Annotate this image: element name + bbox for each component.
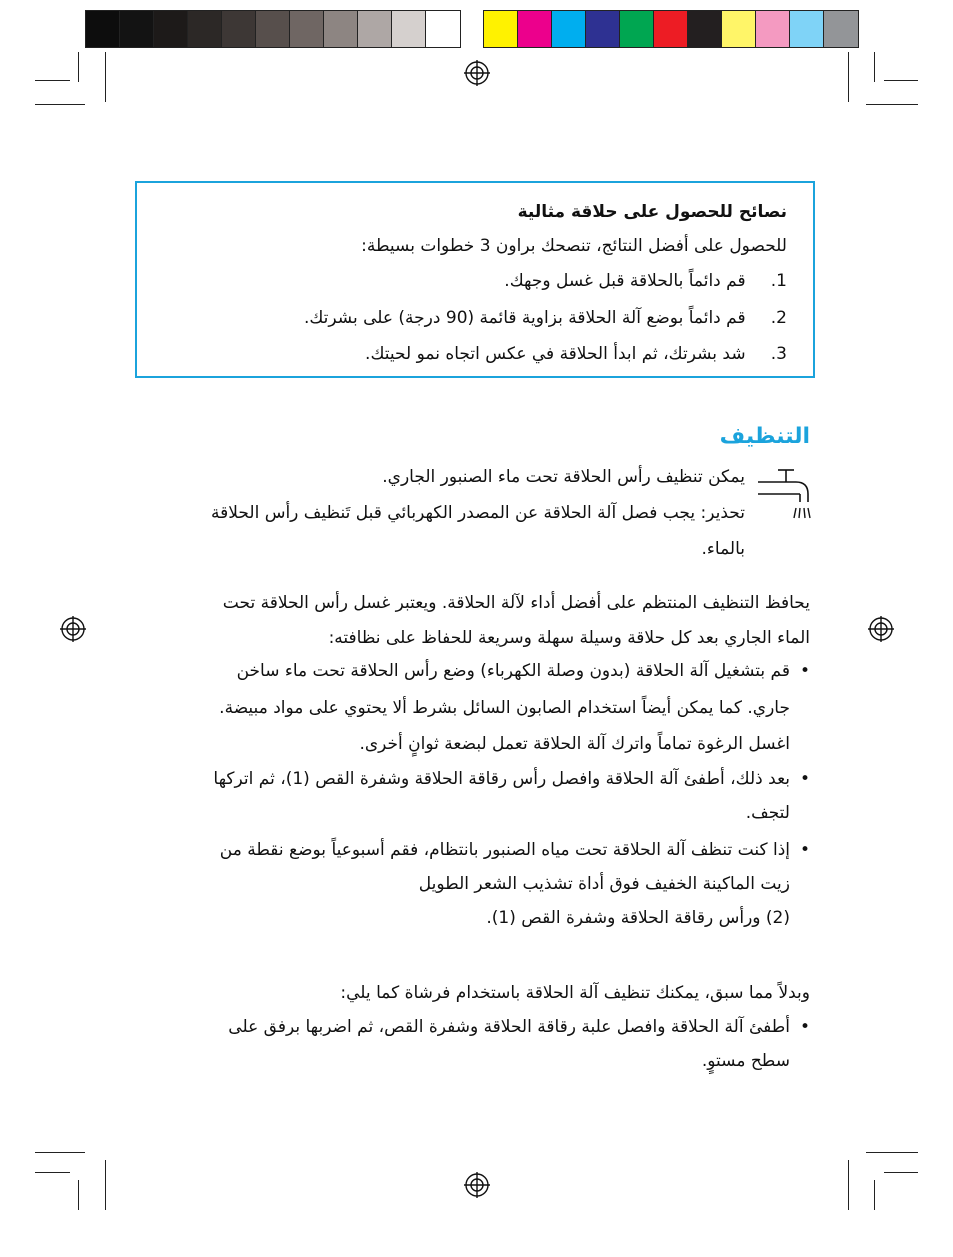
paragraph-line: الماء الجاري بعد كل حلاقة وسيلة سهلة وسريعة للحفاظ على نظافته:: [328, 628, 810, 648]
color-swatch: [586, 11, 620, 47]
color-swatch: [290, 11, 324, 47]
registration-mark-icon: [868, 616, 894, 642]
color-swatch: [358, 11, 392, 47]
color-swatch: [756, 11, 790, 47]
tips-step-2: [304, 307, 787, 329]
crop-mark: [848, 52, 849, 102]
color-swatch: [86, 11, 120, 47]
color-swatch: [188, 11, 222, 47]
color-swatch: [620, 11, 654, 47]
bullet-marker: •: [799, 840, 810, 860]
step-number: 1.: [770, 271, 787, 291]
crop-mark: [866, 104, 918, 105]
color-swatch: [790, 11, 824, 47]
tips-title: نصائح للحصول على حلاقة مثالية: [517, 202, 787, 222]
color-swatch: [552, 11, 586, 47]
crop-mark: [874, 1180, 875, 1210]
crop-mark: [78, 52, 79, 82]
section-title: التنظيف: [719, 424, 810, 449]
note-line: بالماء.: [701, 539, 745, 559]
color-swatch: [824, 11, 858, 47]
color-swatch: [426, 11, 460, 47]
note-line: يمكن تنظيف رأس الحلاقة تحت ماء الصنبور الجاري.: [382, 467, 745, 487]
color-swatch: [120, 11, 154, 47]
step-number: 2.: [770, 308, 787, 328]
paragraph-line: يحافظ التنظيف المنتظم على أفضل أداء لآلة الحلاقة. ويعتبر غسل رأس الحلاقة تحت: [222, 593, 810, 613]
crop-mark: [866, 1152, 918, 1153]
crop-mark: [874, 52, 875, 82]
registration-mark-icon: [464, 1172, 490, 1198]
bullet-line: بعد ذلك، أطفئ آلة الحلاقة وافصل رأس رقاقة الحلاقة وشفرة القص (1)، ثم اتركها: [213, 769, 790, 789]
paragraph-line: وبدلاً مما سبق، يمكنك تنظيف آلة الحلاقة باستخدام فرشاة كما يلي:: [340, 983, 810, 1003]
grayscale-color-bar: [85, 10, 461, 48]
tips-step-1: [504, 270, 787, 292]
color-swatch: [324, 11, 358, 47]
crop-mark: [105, 1160, 106, 1210]
bullet-marker: •: [799, 769, 810, 789]
tips-step-3: [365, 343, 787, 365]
step-text: شد بشرتك، ثم ابدأ الحلاقة في عكس اتجاه نمو لحيتك.: [365, 344, 746, 364]
bullet-line: لتجف.: [745, 803, 790, 823]
color-swatch: [484, 11, 518, 47]
bullet-line: (2) ورأس رقاقة الحلاقة وشفرة القص (1).: [486, 908, 790, 928]
crop-mark: [35, 1152, 85, 1153]
bullet-line: سطح مستوٍ.: [701, 1051, 790, 1071]
color-swatch: [722, 11, 756, 47]
crop-mark: [78, 1180, 79, 1210]
color-swatch: [518, 11, 552, 47]
bullet-line: قم بتشغيل آلة الحلاقة (بدون وصلة الكهرباء) وضع رأس الحلاقة تحت ماء ساخن: [236, 661, 790, 681]
registration-mark-icon: [60, 616, 86, 642]
tips-intro: للحصول على أفضل النتائج، تنصحك براون 3 خطوات بسيطة:: [361, 236, 787, 256]
crop-mark: [105, 52, 106, 102]
color-swatch: [688, 11, 722, 47]
color-swatch: [154, 11, 188, 47]
crop-mark: [884, 1172, 918, 1173]
step-text: قم دائماً بوضع آلة الحلاقة بزاوية قائمة (90 درجة) على بشرتك.: [303, 308, 746, 328]
crop-mark: [35, 104, 85, 105]
crop-mark: [848, 1160, 849, 1210]
bullet-line: أطفئ آلة الحلاقة وافصل علبة رقاقة الحلاقة وشفرة القص، ثم اضربها برفق على: [228, 1017, 790, 1037]
bullet-line: اغسل الرغوة تماماً واترك آلة الحلاقة تعمل لبضعة ثوانٍ أخرى.: [359, 734, 790, 754]
crop-mark: [884, 80, 918, 81]
bullet-marker: •: [799, 1017, 810, 1037]
color-swatch: [256, 11, 290, 47]
tips-box: [135, 181, 815, 378]
step-number: 3.: [770, 344, 787, 364]
step-text: قم دائماً بالحلاقة قبل غسل وجهك.: [504, 271, 746, 291]
color-swatch: [654, 11, 688, 47]
bullet-marker: •: [799, 661, 810, 681]
color-swatch: [222, 11, 256, 47]
registration-mark-icon: [464, 60, 490, 86]
crop-mark: [35, 1172, 70, 1173]
bullet-line: جاري. كما يمكن أيضاً استخدام الصابون السائل بشرط ألا يحتوي على مواد مبيضة.: [219, 698, 790, 718]
faucet-icon: [756, 462, 814, 520]
note-line: تحذير: يجب فصل آلة الحلاقة عن المصدر الكهربائي قبل تَنظيف رأس الحلاقة: [211, 503, 745, 523]
bullet-line: إذا كنت تنظف آلة الحلاقة تحت مياه الصنبور بانتظام، فقم أسبوعياً بوضع نقطة من: [219, 840, 790, 860]
process-color-bar: [483, 10, 859, 48]
bullet-line: زيت الماكينة الخفيف فوق أداة تشذيب الشعر الطويل: [418, 874, 790, 894]
crop-mark: [35, 80, 70, 81]
color-swatch: [392, 11, 426, 47]
